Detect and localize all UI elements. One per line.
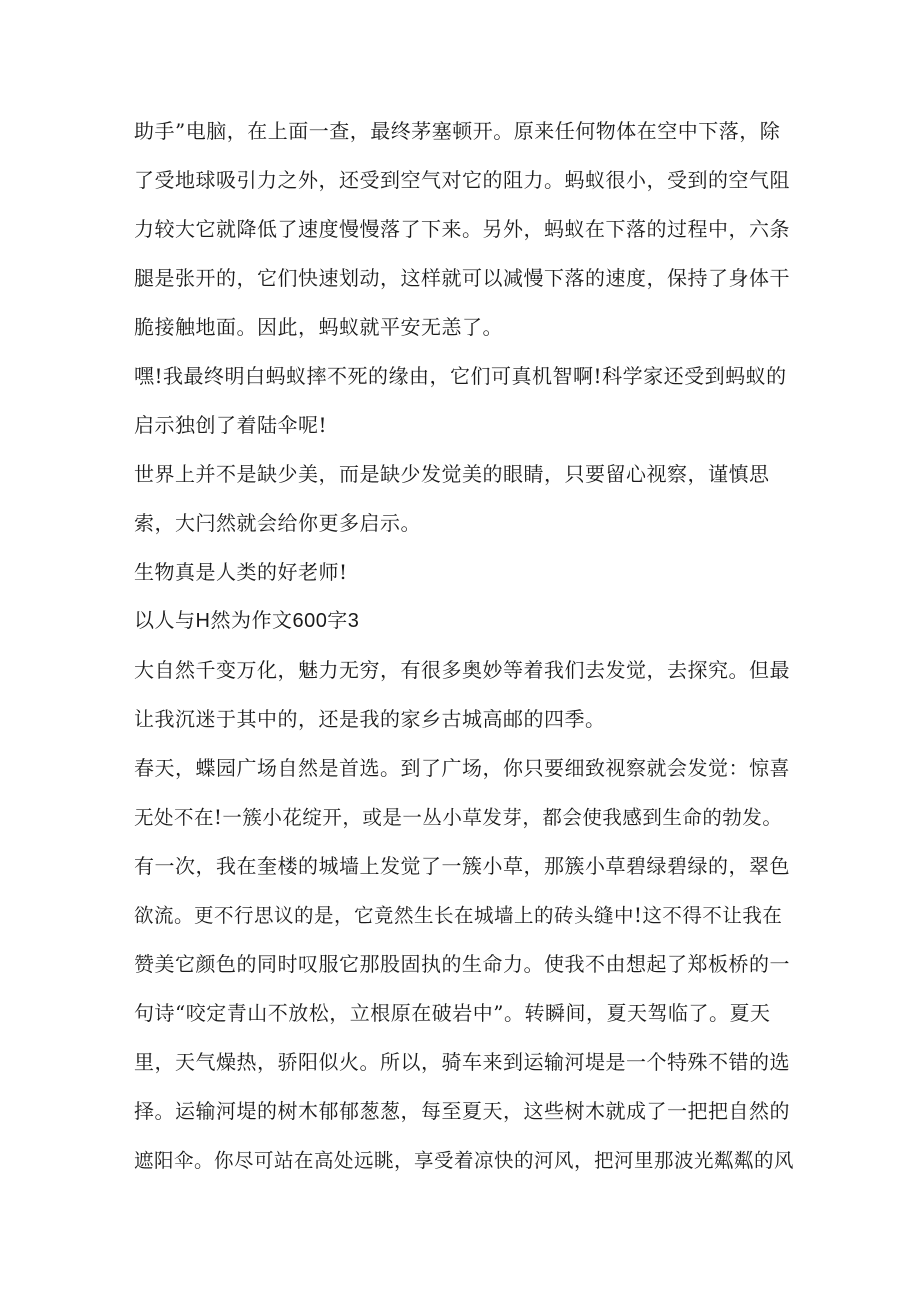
text-line: 让我沉迷于其中的，还是我的家乡古城高邮的四季。 bbox=[134, 707, 606, 731]
text-line: 遮阳伞。你尽可站在高处远眺，享受着凉快的河风，把河里那波光粼粼的风 bbox=[134, 1149, 795, 1172]
text-line: 腿是张开的，它们快速划动，这样就可以减慢下落的速度，保持了身体干 bbox=[134, 266, 790, 290]
text-line: 力较大它就降低了速度慢慢落了下来。另外，蚂蚁在下落的过程中，六条 bbox=[134, 217, 790, 241]
text-line: 生物真是人类的好老师! bbox=[134, 560, 348, 584]
text-line: 句诗“咬定青山不放松，立根原在破岩中”。转瞬间，夏天驾临了。夏天 bbox=[134, 1001, 771, 1025]
document-body bbox=[134, 107, 794, 1185]
text-line: 索，大闩然就会给你更多启示。 bbox=[134, 511, 421, 535]
text-line: 欲流。更不行思议的是，它竟然生长在城墙上的砖头缝中!这不得不让我在 bbox=[134, 904, 783, 927]
text-line: 大自然千变万化，魅力无穷，有很多奥妙等着我们去发觉，去探究。但最 bbox=[134, 658, 790, 682]
section-heading: 以人与H然为作文600字3 bbox=[134, 610, 360, 632]
text-line: 启示独创了着陆伞呢! bbox=[134, 413, 328, 437]
text-line: 择。运输河堤的树木郁郁葱葱，每至夏天，这些树木就成了一把把自然的 bbox=[134, 1099, 790, 1123]
text-line: 有一次，我在奎楼的城墙上发觉了一簇小草，那簇小草碧绿碧绿的，翠色 bbox=[134, 854, 790, 878]
text-line: 无处不在!一簇小花绽开，或是一丛小草发芽，都会使我感到生命的勃发。 bbox=[134, 806, 783, 829]
text-line: 赞美它颜色的同时叹服它那股固执的生命力。使我不由想起了郑板桥的一 bbox=[134, 952, 790, 976]
text-line: 了受地球吸引力之外，还受到空气对它的阻力。蚂蚁很小，受到的空气阻 bbox=[134, 168, 790, 192]
text-line: 嘿!我最终明白蚂蚁摔不死的缘由，它们可真机智啊!科学家还受到蚂蚁的 bbox=[134, 364, 787, 388]
text-line: 春天，蝶园广场自然是首选。到了广场，你只要细致视察就会发觉：惊喜 bbox=[134, 756, 790, 780]
text-line: 里，天气燥热，骄阳似火。所以，骑车来到运输河堤是一个特殊不错的选 bbox=[134, 1050, 790, 1074]
text-line: 助手”电脑，在上面一查，最终茅塞顿开。原来任何物体在空中下落，除 bbox=[134, 119, 781, 143]
text-line: 世界上并不是缺少美，而是缺少发觉美的眼睛，只要留心视察，谨慎思 bbox=[134, 462, 770, 486]
text-line: 脆接触地面。因此，蚂蚁就平安无恙了。 bbox=[134, 315, 503, 339]
